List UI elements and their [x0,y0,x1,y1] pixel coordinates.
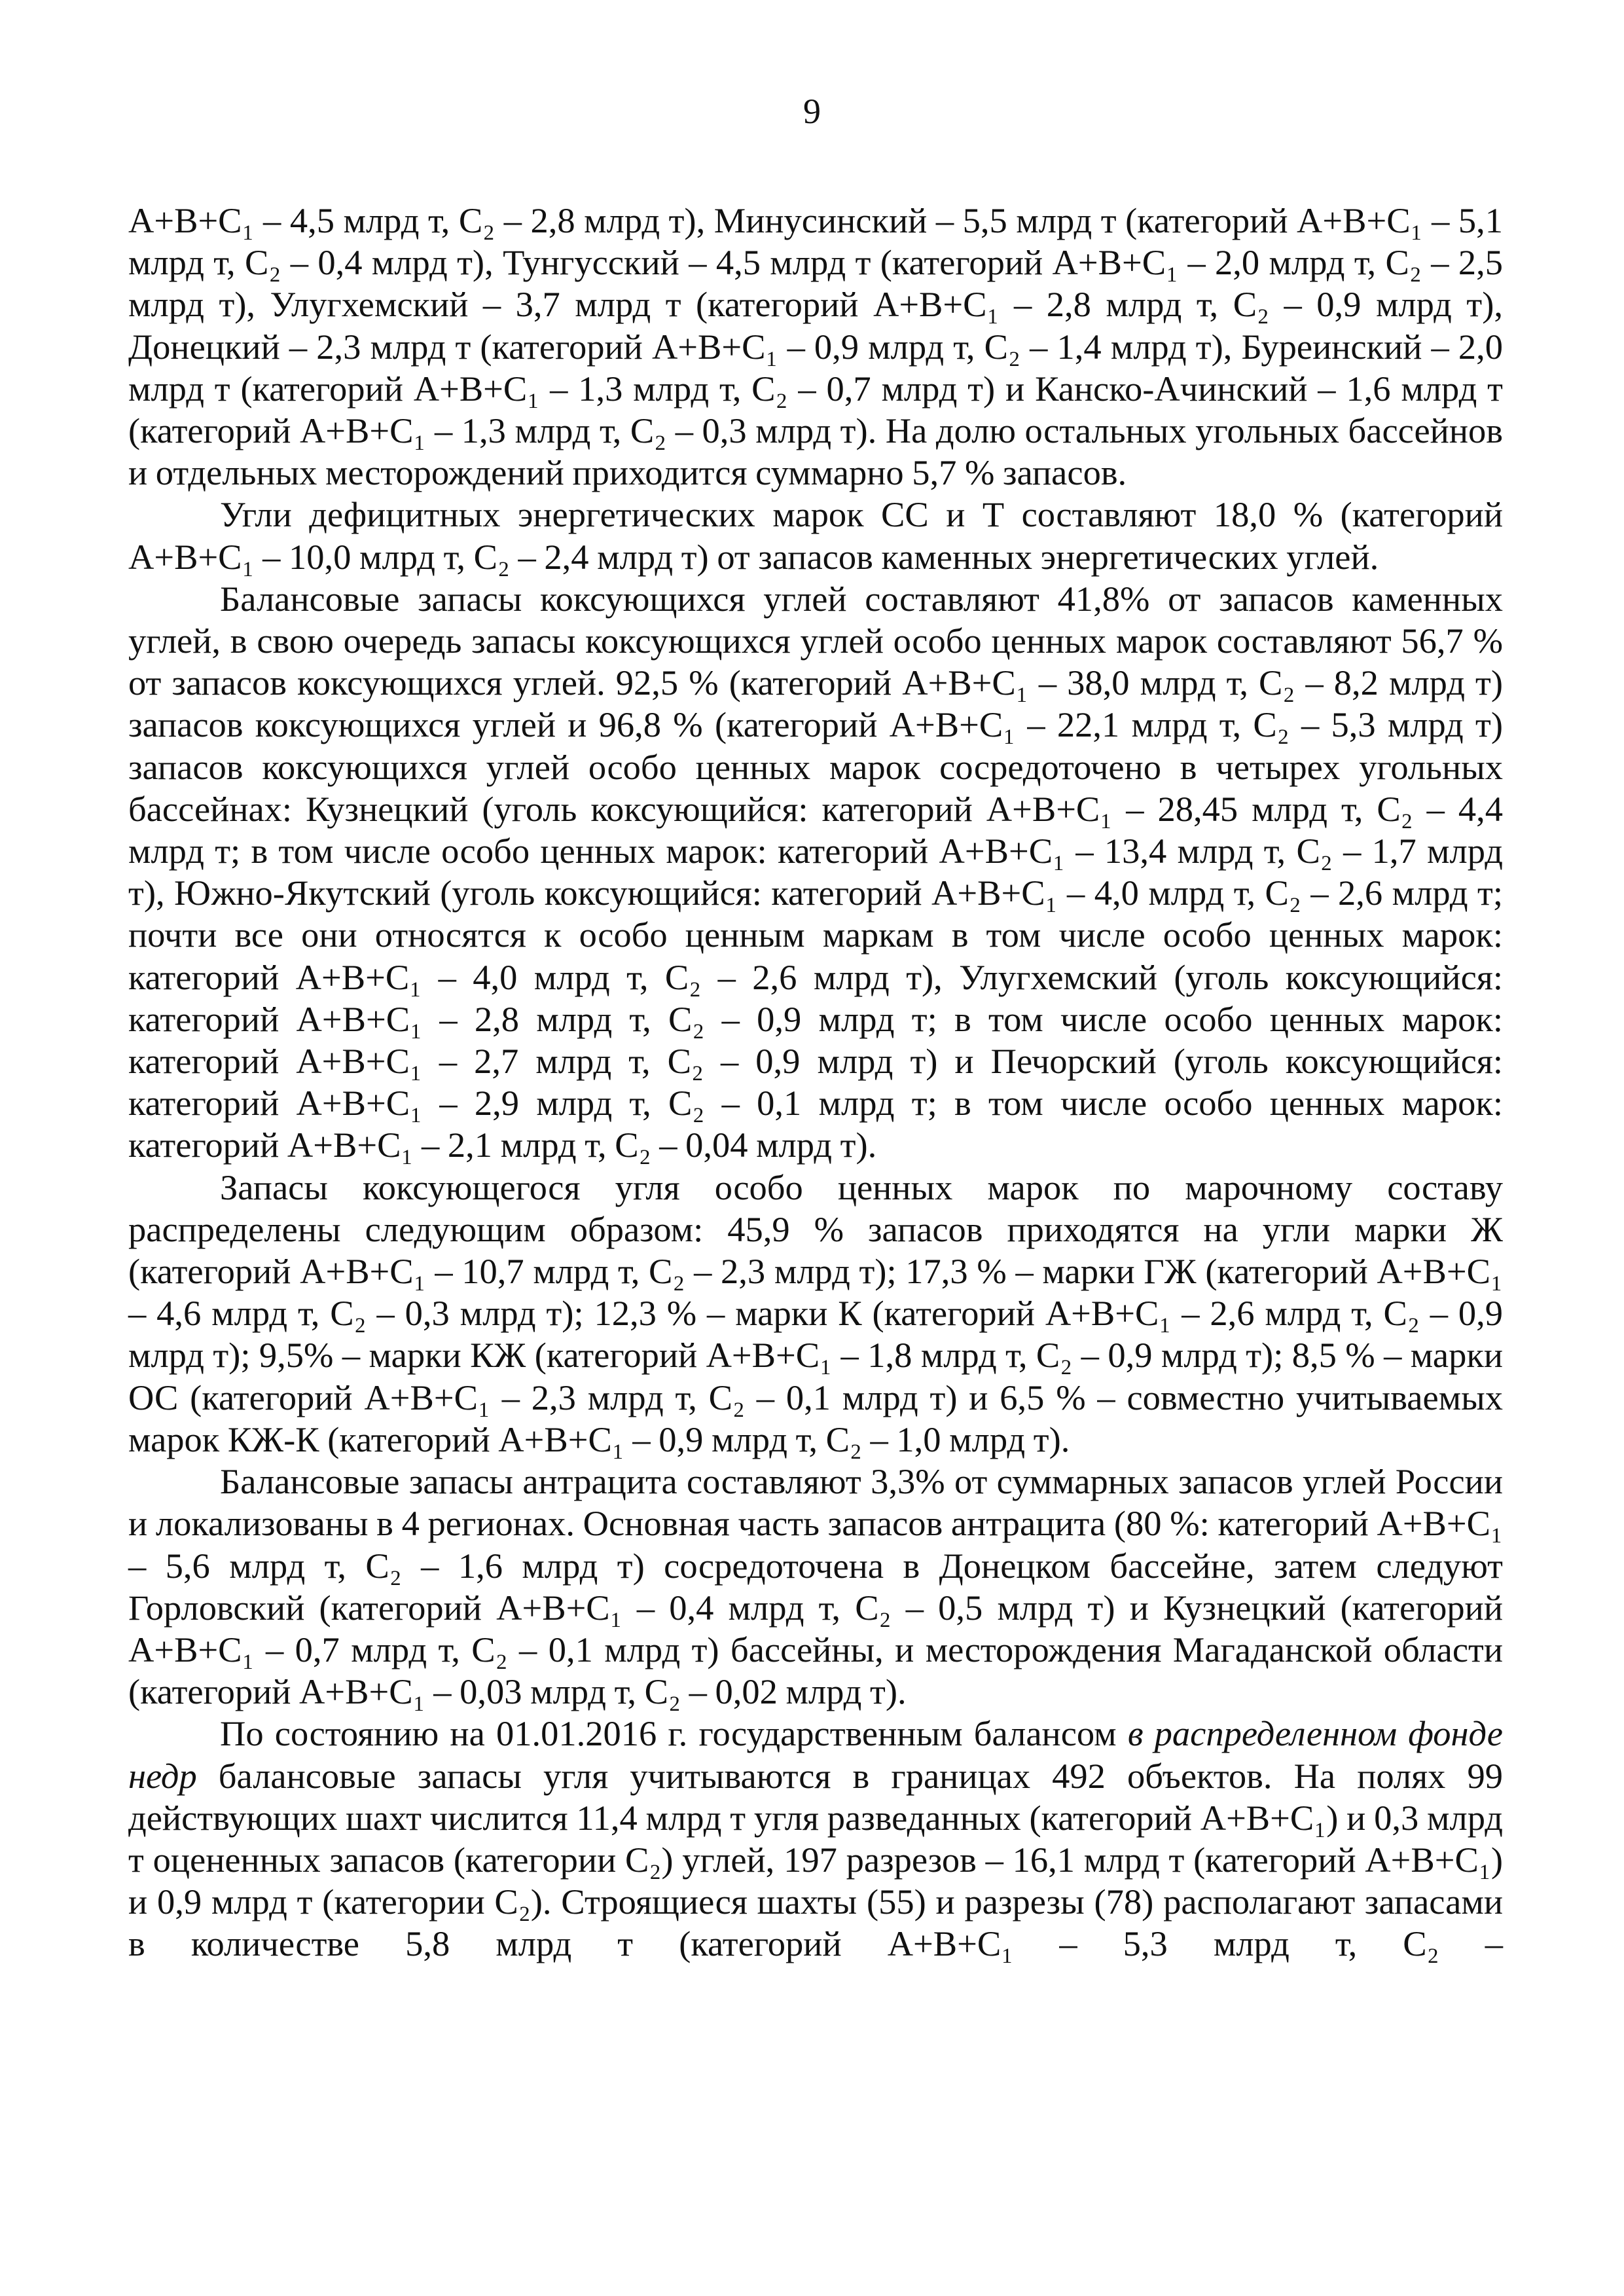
paragraph-grade-distribution: Запасы коксующегося угля особо ценных марок по марочному составу распределены следующим образом: 45,9 % запасов приходятся на угли марки Ж (категорий А+В+С₁ – 10,7 млрд т, С₂ – 2,3 млрд т); 17,3 % – марки ГЖ (категорий А+В+С₁ – 4,6 млрд т, С₂ – 0,3 млрд т); 12,3 % – марки К (категорий А+В+С₁ – 2,6 млрд т, С₂ – 0,9 млрд т); 9,5% – марки КЖ (категорий А+В+С₁ – 1,8 млрд т, С₂ – 0,9 млрд т); 8,5 % – марки ОС (категорий А+В+С₁ – 2,3 млрд т, С₂ – 0,1 млрд т) и 6,5 % – совместно учитываемых марок КЖ-К (категорий А+В+С₁ – 0,9 млрд т, С₂ – 1,0 млрд т). [128,1167,1503,1459]
body-text [128,200,1503,1965]
paragraph-distributed-fund [128,1713,1503,1965]
page-number: 9 [803,92,821,131]
paragraph-coking-coal: Балансовые запасы коксующихся углей составляют 41,8% от запасов каменных углей, в свою очередь запасы коксующихся углей особо ценных марок составляют 56,7 % от запасов коксующихся углей. 92,5 % (категорий А+В+С₁ – 38,0 млрд т, С₂ – 8,2 млрд т) запасов коксующихся углей и 96,8 % (категорий А+В+С₁ – 22,1 млрд т, С₂ – 5,3 млрд т) запасов коксующихся углей особо ценных марок сосредоточено в четырех угольных бассейнах: Кузнецкий (уголь коксующийся: категорий А+В+С₁ – 28,45 млрд т, С₂ – 4,4 млрд т; в том числе особо ценных марок: категорий А+В+С₁ – 13,4 млрд т, С₂ – 1,7 млрд т), Южно-Якутский (уголь коксующийся: категорий А+В+С₁ – 4,0 млрд т, С₂ – 2,6 млрд т; почти все они относятся к особо ценным маркам в том числе особо ценных марок: категорий А+В+С₁ – 4,0 млрд т, С₂ – 2,6 млрд т), Улугхемский (уголь коксующийся: категорий А+В+С₁ – 2,8 млрд т, С₂ – 0,9 млрд т; в том числе особо ценных марок: категорий А+В+С₁ – 2,7 млрд т, С₂ – 0,9 млрд т) и Печорский (уголь коксующийся: категорий А+В+С₁ – 2,9 млрд т, С₂ – 0,1 млрд т; в том числе особо ценных марок: категорий А+В+С₁ – 2,1 млрд т, С₂ – 0,04 млрд т). [128,578,1503,1165]
paragraph-text: По состоянию на 01.01.2016 г. государственным балансом [220,1713,1128,1754]
paragraph-deficit-grades: Угли дефицитных энергетических марок СС и Т составляют 18,0 % (категорий А+В+С₁ – 10,0 млрд т, С₂ – 2,4 млрд т) от запасов каменных энергетических углей. [128,494,1503,577]
paragraph-text: балансовые запасы угля учитываются в границах 492 объектов. На полях 99 действующих шахт числится 11,4 млрд т угля разведанных (категорий А+В+С₁) и 0,3 млрд т оцененных запасов (категории С₂) углей, 197 разрезов – 16,1 млрд т (категорий А+В+С₁) и 0,9 млрд т (категории С₂). Строящиеся шахты (55) и разрезы (78) располагают запасами в количестве 5,8 млрд т (категорий А+В+С₁ – 5,3 млрд т, С₂ – [128,1755,1503,1964]
italic-term: в распределенном фонде недр [128,1713,1503,1796]
paragraph-continued: А+В+С₁ – 4,5 млрд т, С₂ – 2,8 млрд т), Минусинский – 5,5 млрд т (категорий А+В+С₁ – 5,1 млрд т, С₂ – 0,4 млрд т), Тунгусский – 4,5 млрд т (категорий А+В+С₁ – 2,0 млрд т, С₂ – 2,5 млрд т), Улугхемский – 3,7 млрд т (категорий А+В+С₁ – 2,8 млрд т, С₂ – 0,9 млрд т), Донецкий – 2,3 млрд т (категорий А+В+С₁ – 0,9 млрд т, С₂ – 1,4 млрд т), Буреинский – 2,0 млрд т (категорий А+В+С₁ – 1,3 млрд т, С₂ – 0,7 млрд т) и Канско-Ачинский – 1,6 млрд т (категорий А+В+С₁ – 1,3 млрд т, С₂ – 0,3 млрд т). На долю остальных угольных бассейнов и отдельных месторождений приходится суммарно 5,7 % запасов. [128,200,1503,493]
paragraph-anthracite: Балансовые запасы антрацита составляют 3,3% от суммарных запасов углей России и локализованы в 4 регионах. Основная часть запасов антрацита (80 %: категорий А+В+С₁ – 5,6 млрд т, С₂ – 1,6 млрд т) сосредоточена в Донецком бассейне, затем следуют Горловский (категорий А+В+С₁ – 0,4 млрд т, С₂ – 0,5 млрд т) и Кузнецкий (категорий А+В+С₁ – 0,7 млрд т, С₂ – 0,1 млрд т) бассейны, и месторождения Магаданской области (категорий А+В+С₁ – 0,03 млрд т, С₂ – 0,02 млрд т). [128,1461,1503,1712]
